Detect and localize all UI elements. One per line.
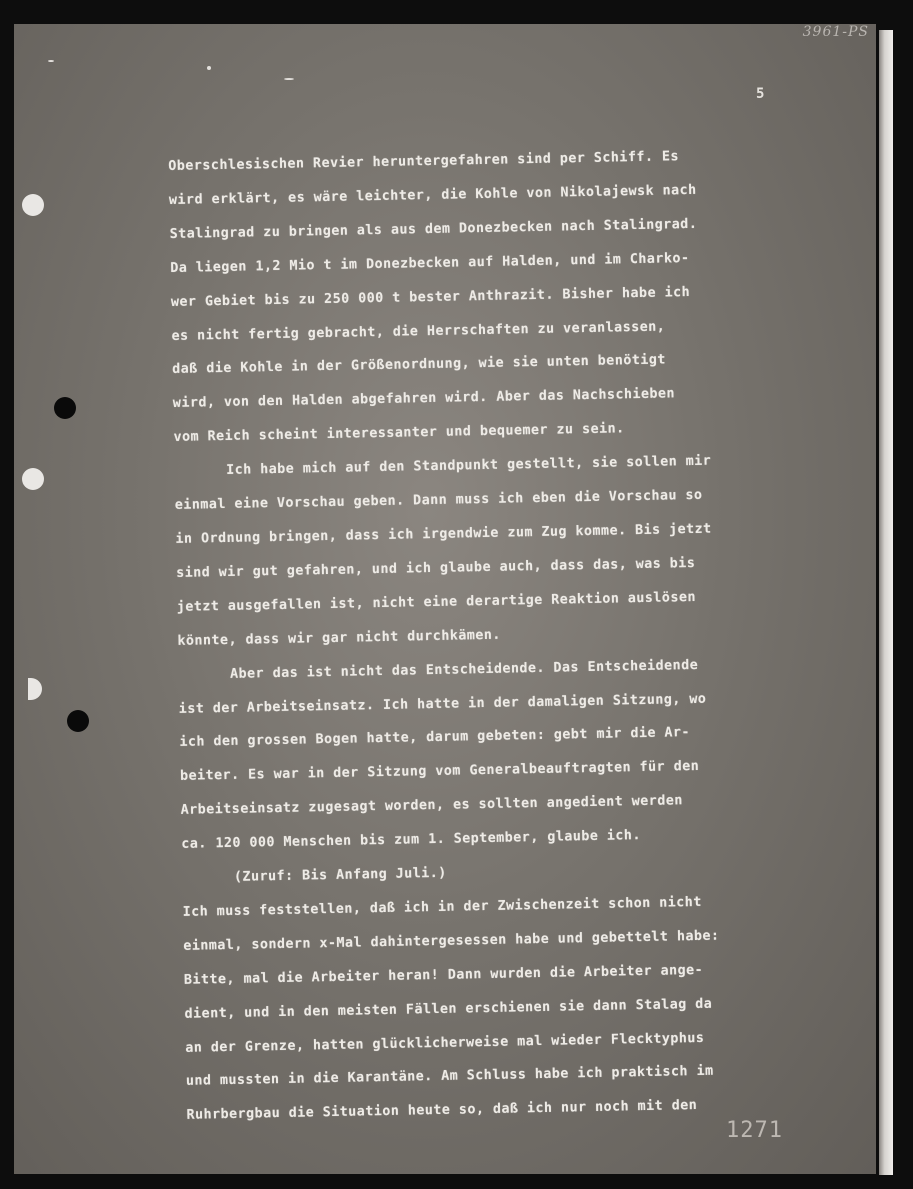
- text-line: Da liegen 1,2 Mio t im Donezbecken auf Halden, und im Charko-: [170, 250, 690, 276]
- punch-hole: [22, 468, 44, 490]
- archive-number: 3961-PS: [802, 24, 869, 40]
- speck: [48, 60, 54, 62]
- text-line: vom Reich scheint interessanter und bequemer zu sein.: [173, 421, 625, 446]
- text-line: ca. 120 000 Menschen bis zum 1. September, glaube ich.: [181, 828, 642, 852]
- text-line: Aber das ist nicht das Entscheidende. Das Entscheidende: [229, 657, 699, 682]
- stamp-number: 1271: [726, 1118, 783, 1143]
- text-line: wird erklärt, es wäre leichter, die Kohle von Nikolajewsk nach: [168, 182, 697, 208]
- text-line: daß die Kohle in der Größenordnung, wie sie unten benötigt: [172, 352, 666, 378]
- punch-hole: [67, 710, 89, 732]
- speck: [284, 78, 294, 80]
- text-line: Oberschlesischen Revier heruntergefahren sind per Schiff. Es: [168, 149, 680, 174]
- punch-hole: [22, 194, 44, 216]
- text-line: dient, und in den meisten Fällen erschienen sie dann Stalag da: [184, 996, 713, 1022]
- text-line: einmal eine Vorschau geben. Dann muss ich eben die Vorschau so: [174, 487, 703, 513]
- text-line: ich den grossen Bogen hatte, darum gebeten: gebt mir die Ar-: [179, 725, 691, 751]
- text-line: sind wir gut gefahren, und ich glaube auch, dass das, was bis: [175, 555, 696, 581]
- text-line: könnte, dass wir gar nicht durchkämen.: [177, 627, 501, 649]
- punch-hole: [54, 397, 76, 419]
- text-line: (Zuruf: Bis Anfang Juli.): [233, 865, 447, 885]
- text-line: Stalingrad zu bringen als aus dem Donezbecken nach Stalingrad.: [169, 216, 698, 242]
- text-line: und mussten in die Karantäne. Am Schluss habe ich praktisch im: [185, 1064, 714, 1090]
- speck: [207, 66, 211, 70]
- body-text: [168, 138, 837, 1134]
- text-line: Bitte, mal die Arbeiter heran! Dann wurden die Arbeiter ange-: [183, 962, 704, 988]
- sheet-edge: [879, 30, 893, 1175]
- text-line: Ruhrbergbau die Situation heute so, daß ich nur noch mit den: [186, 1098, 698, 1124]
- text-line: in Ordnung bringen, dass ich irgendwie zum Zug komme. Bis jetzt: [175, 521, 712, 547]
- text-line: wird, von den Halden abgefahren wird. Aber das Nachschieben: [172, 386, 676, 412]
- text-line: Ich muss feststellen, daß ich in der Zwischenzeit schon nicht: [182, 894, 702, 920]
- text-line: ist der Arbeitseinsatz. Ich hatte in der damaligen Sitzung, wo: [178, 691, 707, 717]
- page-number: 5: [756, 86, 765, 102]
- text-line: einmal, sondern x-Mal dahintergesessen habe und gebettelt habe:: [183, 928, 720, 954]
- text-line: jetzt ausgefallen ist, nicht eine derartige Reaktion auslösen: [176, 589, 697, 615]
- text-line: Arbeitseinsatz zugesagt worden, es sollten angedient werden: [180, 793, 683, 819]
- punch-hole: [28, 678, 42, 700]
- text-line: beiter. Es war in der Sitzung vom Generalbeauftragten für den: [179, 759, 700, 785]
- text-line: wer Gebiet bis zu 250 000 t bester Anthrazit. Bisher habe ich: [170, 284, 691, 310]
- text-line: an der Grenze, hatten glücklicherweise mal wieder Flecktyphus: [185, 1030, 705, 1056]
- document-page: [14, 24, 876, 1174]
- text-line: Ich habe mich auf den Standpunkt gestellt, sie sollen mir: [226, 453, 712, 479]
- text-line: es nicht fertig gebracht, die Herrschaften zu veranlassen,: [171, 319, 666, 344]
